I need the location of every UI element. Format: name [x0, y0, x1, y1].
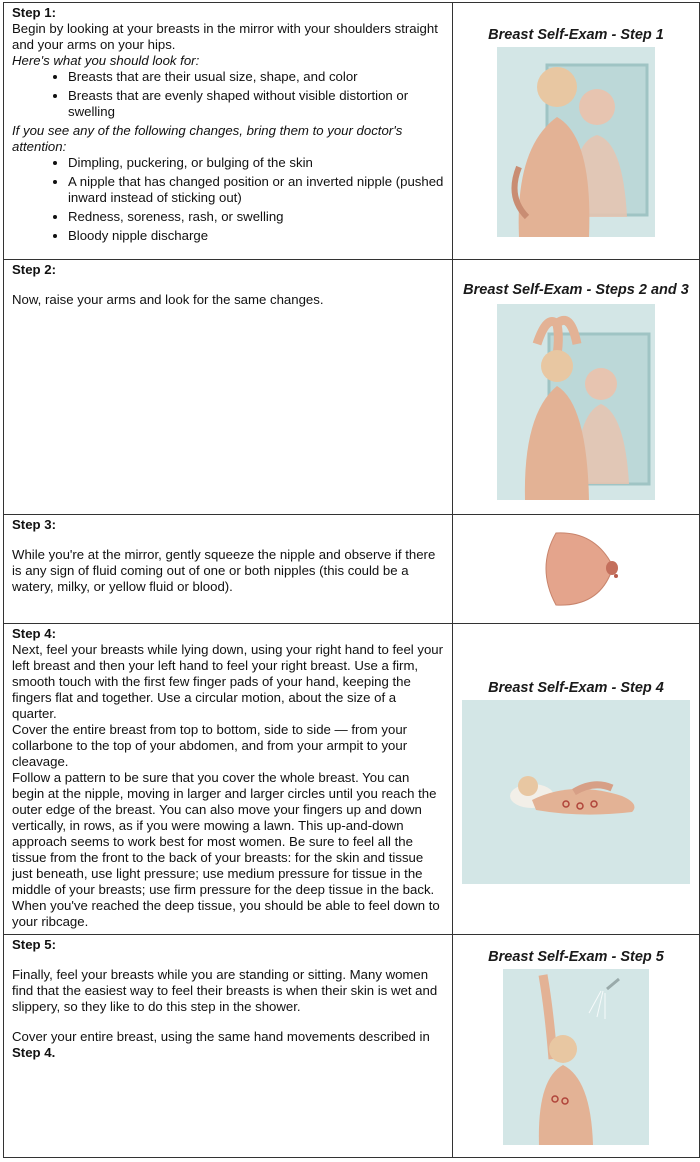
list-item: • Breasts that are their usual size, shape, and color	[68, 69, 444, 85]
step-5-text-cell	[4, 935, 453, 1158]
changes-list	[12, 155, 444, 244]
step-5-row	[4, 935, 700, 1158]
step-2-illustration	[497, 304, 655, 500]
step-3-body: While you're at the mirror, gently squeeze the nipple and observe if there is any sign of fluid coming out of one or both nipples (this could be a watery, milky, or yellow fluid or blood).	[12, 547, 436, 594]
changes-heading: If you see any of the following changes, bring them to your doctor's attention:	[12, 123, 403, 154]
list-item: • Redness, soreness, rash, or swelling	[68, 209, 444, 225]
step-2-caption: Breast Self-Exam - Steps 2 and 3	[463, 282, 689, 298]
step-4-caption: Breast Self-Exam - Step 4	[488, 680, 664, 696]
step-5-illustration	[503, 969, 649, 1145]
step-2-image-cell	[453, 260, 700, 515]
step-2-label: Step 2:	[12, 262, 56, 277]
step-3-text-cell	[4, 515, 453, 624]
look-for-heading: Here's what you should look for:	[12, 53, 200, 68]
step-4-para-3: Follow a pattern to be sure that you cover the whole breast. You can begin at the nipple, moving in larger and larger circles until you reach the outer edge of the breast. You can also move your fingers up and down vertically, in rows, as if you were mowing a lawn. This up-and-down approach seems to work best for most women. Be sure to feel all the tissue from the front to the back of your breasts: for the skin and tissue just beneath, use light pressure; use medium pressure for tissue in the middle of your breasts; use firm pressure for the deep tissue in the back. When you've reached the deep tissue, you should be able to feel down to your ribcage.	[12, 770, 440, 929]
step-2-row	[4, 260, 700, 515]
step-4-para-2: Cover the entire breast from top to bottom, side to side — from your collarbone to the top of your abdomen, and from your armpit to your cleavage.	[12, 722, 408, 769]
step-4-illustration	[462, 700, 690, 884]
step-1-illustration	[497, 47, 655, 237]
step-3-illustration	[526, 523, 626, 613]
step-5-caption: Breast Self-Exam - Step 5	[488, 949, 664, 965]
step-1-intro: Begin by looking at your breasts in the mirror with your shoulders straight and your arms on your hips.	[12, 21, 438, 52]
self-exam-guide-table	[3, 2, 700, 1158]
list-item: • Dimpling, puckering, or bulging of the skin	[68, 155, 444, 171]
step-4-text-cell	[4, 624, 453, 935]
look-for-list	[12, 69, 444, 120]
step-1-image-cell	[453, 3, 700, 260]
step-5-label: Step 5:	[12, 937, 56, 952]
step-5-step-4-reference: Step 4.	[12, 1045, 56, 1060]
list-item: • Bloody nipple discharge	[68, 228, 444, 244]
step-2-body: Now, raise your arms and look for the same changes.	[12, 292, 324, 307]
step-3-row	[4, 515, 700, 624]
step-2-text-cell	[4, 260, 453, 515]
step-5-para-1: Finally, feel your breasts while you are standing or sitting. Many women find that the easiest way to feel their breasts is when their skin is wet and slippery, so they like to do this step in the shower.	[12, 967, 438, 1014]
step-3-label: Step 3:	[12, 517, 56, 532]
step-1-label: Step 1:	[12, 5, 56, 20]
list-item: • Breasts that are evenly shaped without visible distortion or swelling	[68, 88, 444, 120]
list-item: • A nipple that has changed position or an inverted nipple (pushed inward instead of sticking out)	[68, 174, 444, 206]
step-5-image-cell	[453, 935, 700, 1158]
step-4-row	[4, 624, 700, 935]
step-4-image-cell	[453, 624, 700, 935]
step-1-caption: Breast Self-Exam - Step 1	[488, 27, 664, 43]
step-4-label: Step 4:	[12, 626, 56, 641]
step-1-row	[4, 3, 700, 260]
step-5-para-2-text: Cover your entire breast, using the same hand movements described in	[12, 1029, 430, 1044]
step-5-para-2	[12, 1029, 444, 1061]
step-4-para-1: Next, feel your breasts while lying down, using your right hand to feel your left breast and then your left hand to feel your right breast. Use a firm, smooth touch with the first few finger pads of your hand, keeping the fingers flat and together. Use a circular motion, about the size of a quarter.	[12, 642, 444, 721]
step-3-image-cell	[453, 515, 700, 624]
step-1-text-cell	[4, 3, 453, 260]
